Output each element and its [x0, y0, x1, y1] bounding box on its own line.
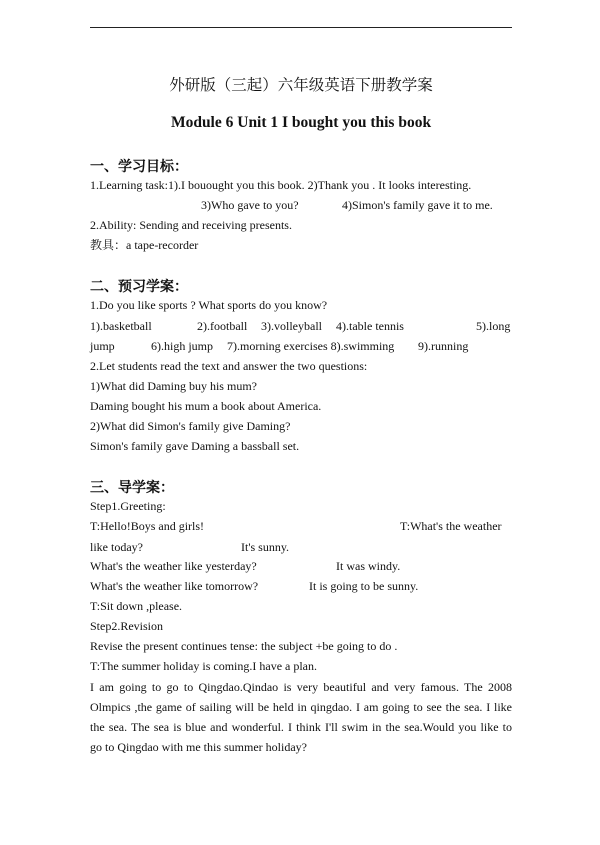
weather-answer: It's sunny. — [241, 540, 290, 554]
answer-2: Simon's family gave Daming a bassball set. — [90, 439, 300, 453]
plan-line: T:The summer holiday is coming.I have a plan. — [90, 659, 318, 673]
step2-label: Step2.Revision — [90, 619, 164, 633]
reading-instruction: 2.Let students read the text and answer the two questions: — [90, 359, 368, 373]
task-item-3: 3)Who gave to you? — [201, 198, 299, 212]
sports-question: 1.Do you like sports ? What sports do you know? — [90, 298, 328, 312]
sport-item: 1).basketball — [90, 319, 152, 333]
sport-item: 3).volleyball — [261, 319, 322, 333]
sport-item: 9).running — [418, 339, 469, 353]
weather-answer: It is going to be sunny. — [309, 579, 419, 593]
answer-1: Daming bought his mum a book about America. — [90, 399, 322, 413]
sport-item: 6).high jump — [151, 339, 213, 353]
weather-answer: It was windy. — [336, 559, 401, 573]
document-subtitle: Module 6 Unit 1 I bought you this book — [170, 114, 432, 131]
sport-item: 5).long — [476, 319, 511, 333]
learning-task-line: 1.Learning task:1).I bouought you this book. 2)Thank you . It looks interesting. — [90, 178, 472, 192]
sport-item: jump — [90, 339, 115, 353]
teacher-greeting: T:Hello!Boys and girls! — [90, 519, 205, 533]
section-heading-preview: 二、预习学案： — [90, 279, 188, 295]
ability-line: 2.Ability: Sending and receiving presents. — [90, 218, 292, 232]
question-2: 2)What did Simon's family give Daming? — [90, 419, 291, 433]
header-rule — [90, 27, 512, 28]
sport-item: 2).football — [197, 319, 248, 333]
question-1: 1)What did Daming buy his mum? — [90, 379, 257, 393]
weather-question: T:What's the weather — [400, 519, 502, 533]
paragraph-line: I am going to go to Qingdao.Qindao is very beautiful and very famous. The 2008 — [90, 680, 512, 694]
section-heading-objectives: 一、学习目标： — [90, 159, 188, 175]
weather-question: What's the weather like tomorrow? — [90, 579, 259, 593]
section-heading-guide: 三、导学案： — [90, 480, 174, 496]
paragraph-line: go to Qingdao with me this summer holiday? — [90, 740, 307, 754]
task-item-4: 4)Simon's family gave it to me. — [342, 198, 493, 212]
teaching-aids-line: 教具：a tape-recorder — [90, 238, 199, 252]
paragraph-line: Olmpics ,the game of sailing will be held in qingdao. I am going to see the sea. I like — [90, 700, 512, 714]
sport-item: 7).morning exercises 8).swimming — [227, 339, 395, 353]
weather-question-cont: like today? — [90, 540, 143, 554]
step1-label: Step1.Greeting: — [90, 499, 166, 513]
weather-question: What's the weather like yesterday? — [90, 559, 257, 573]
sit-down-line: T:Sit down ,please. — [90, 599, 183, 613]
revision-line: Revise the present continues tense: the subject +be going to do . — [90, 639, 398, 653]
document-title: 外研版（三起）六年级英语下册教学案 — [169, 77, 433, 94]
sport-item: 4).table tennis — [336, 319, 404, 333]
paragraph-line: the sea. The sea is blue and wonderful. I think I'll swim in the sea.Would you like to — [90, 720, 512, 734]
